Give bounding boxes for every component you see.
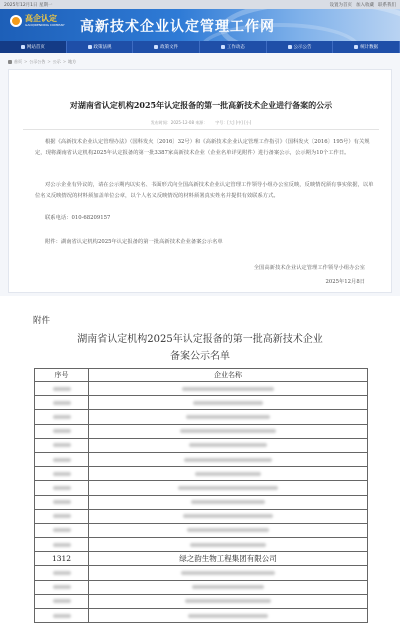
- redacted-bar: [191, 500, 265, 504]
- row-name-redacted: [89, 452, 368, 466]
- document-title-line-1: 湖南省认定机构2025年认定报备的第一批高新技术企业: [77, 334, 323, 345]
- nav-announcements[interactable]: 公示公告: [267, 41, 334, 53]
- redacted-bar: [186, 415, 270, 419]
- document-icon: [154, 45, 158, 49]
- date-text: 2025年12月1日 星期一: [4, 2, 53, 8]
- header-number: 序号: [35, 369, 89, 382]
- row-company-name: 绿之韵生物工程集团有限公司: [89, 552, 368, 566]
- row-number-redacted: [35, 382, 89, 396]
- row-name-redacted: [89, 495, 368, 509]
- table-row: [35, 424, 368, 438]
- table-row: [35, 594, 368, 608]
- breadcrumb-home[interactable]: 首页: [14, 58, 22, 64]
- attachment-document: [0, 296, 400, 636]
- logo-en-text: GAOQIRENDING COMPANY: [25, 23, 65, 27]
- table-row: [35, 495, 368, 509]
- row-name-redacted: [89, 467, 368, 481]
- article-paragraph-2: 对公示企业有异议的，请在公示期内以实名、书面形式向全国高新技术企业认定管理工作领导小组办公室反映，反映情况须有事实依据，以单位名义反映情况的材料须加盖单位公章，以个人名义反映情况的材料须署真实姓名并提供有效联系方式。: [35, 182, 374, 199]
- policy-icon: [88, 45, 92, 49]
- nav-policy-files[interactable]: 政策文件: [133, 41, 200, 53]
- redacted-bar: [180, 429, 276, 433]
- row-number-redacted: [35, 396, 89, 410]
- redacted-bar: [195, 472, 261, 476]
- redacted-bar: [53, 514, 71, 518]
- redacted-bar: [53, 486, 71, 490]
- row-name-redacted: [89, 481, 368, 495]
- breadcrumb-announcements[interactable]: 公示公告: [29, 58, 46, 64]
- enterprise-table: [34, 368, 368, 623]
- article-meta: 发布时间：2025-12-08 来源： 字号：[大] [中] [小]: [150, 120, 252, 125]
- row-number-redacted: [35, 438, 89, 452]
- redacted-bar: [190, 543, 266, 547]
- table-row: [35, 609, 368, 623]
- redacted-bar: [181, 571, 275, 575]
- table-row: [35, 410, 368, 424]
- home-icon: [21, 45, 25, 49]
- redacted-bar: [53, 387, 71, 391]
- redacted-bar: [183, 514, 273, 518]
- home-icon: [8, 60, 12, 64]
- redacted-bar: [53, 599, 71, 603]
- redacted-bar: [53, 528, 71, 532]
- main-nav: [0, 41, 400, 53]
- breadcrumb-notice[interactable]: 公示: [52, 58, 61, 64]
- row-number-redacted: [35, 481, 89, 495]
- breadcrumb-local[interactable]: 地方: [68, 58, 77, 64]
- table-row: [35, 382, 368, 396]
- announcement-icon: [288, 45, 292, 49]
- redacted-bar: [53, 571, 71, 575]
- row-number-redacted: [35, 424, 89, 438]
- row-number-redacted: [35, 538, 89, 552]
- site-logo[interactable]: [10, 14, 65, 27]
- signature-date: 2025年12月8日: [325, 279, 365, 285]
- website-screenshot: [0, 0, 400, 296]
- divider: [23, 129, 379, 130]
- redacted-bar: [53, 458, 71, 462]
- redacted-bar: [184, 458, 272, 462]
- contact-us-link[interactable]: 联系我们: [378, 2, 396, 8]
- set-homepage-link[interactable]: 设置为首页: [329, 2, 352, 8]
- table-row: [35, 523, 368, 537]
- table-header-row: [35, 369, 368, 382]
- document-title-line-2: 备案公示名单: [170, 351, 230, 362]
- redacted-bar: [53, 500, 71, 504]
- row-number: 1312: [35, 552, 89, 566]
- article-card: [8, 69, 392, 293]
- top-bar: [0, 0, 400, 9]
- nav-statistics[interactable]: 统计数据: [333, 41, 400, 53]
- redacted-bar: [53, 429, 71, 433]
- redacted-bar: [53, 472, 71, 476]
- redacted-bar: [53, 543, 71, 547]
- row-name-redacted: [89, 609, 368, 623]
- row-number-redacted: [35, 594, 89, 608]
- row-name-redacted: [89, 594, 368, 608]
- row-number-redacted: [35, 609, 89, 623]
- table-row: [35, 509, 368, 523]
- redacted-bar: [192, 585, 264, 589]
- row-name-redacted: [89, 410, 368, 424]
- row-number-redacted: [35, 495, 89, 509]
- row-number-redacted: [35, 452, 89, 466]
- table-row-highlight: [35, 552, 368, 566]
- contact-phone: 联系电话：010-68209157: [45, 215, 111, 221]
- redacted-bar: [53, 614, 71, 618]
- redacted-bar: [53, 443, 71, 447]
- row-name-redacted: [89, 580, 368, 594]
- redacted-bar: [187, 528, 269, 532]
- table-row: [35, 580, 368, 594]
- redacted-bar: [185, 599, 271, 603]
- row-name-redacted: [89, 424, 368, 438]
- table-row: [35, 481, 368, 495]
- top-links: [330, 2, 397, 8]
- redacted-bar: [182, 387, 274, 391]
- row-name-redacted: [89, 523, 368, 537]
- redacted-bar: [53, 415, 71, 419]
- table-row: [35, 438, 368, 452]
- header-company-name: 企业名称: [89, 369, 368, 382]
- row-name-redacted: [89, 382, 368, 396]
- nav-home[interactable]: 网站首页: [0, 41, 67, 53]
- row-number-redacted: [35, 523, 89, 537]
- site-banner: [0, 9, 400, 41]
- table-row: [35, 396, 368, 410]
- table-row: [35, 566, 368, 580]
- row-name-redacted: [89, 509, 368, 523]
- redacted-bar: [53, 585, 71, 589]
- redacted-bar: [193, 401, 263, 405]
- row-name-redacted: [89, 438, 368, 452]
- row-name-redacted: [89, 566, 368, 580]
- redacted-bar: [178, 486, 278, 490]
- logo-icon: [10, 15, 22, 27]
- nav-policy-laws[interactable]: 政策法规: [67, 41, 134, 53]
- table-row: [35, 538, 368, 552]
- article-paragraph-1: 根据《高新技术企业认定管理办法》（国科发火〔2016〕32号）和《高新技术企业认定管理工作指引》（国科发火〔2016〕195号）有关规定，现将湖南省认定机构2025年认定报备的第一批3387家高新技术企业（企业名单详见附件）进行备案公示，公示期为10个工作日。: [35, 139, 370, 156]
- news-icon: [221, 45, 225, 49]
- nav-work-news[interactable]: 工作动态: [200, 41, 267, 53]
- signature-org: 全国高新技术企业认定管理工作领导小组办公室: [253, 265, 365, 271]
- chart-icon: [354, 45, 358, 49]
- redacted-bar: [189, 443, 267, 447]
- attachment-link[interactable]: 附件：湖南省认定机构2025年认定报备的第一批高新技术企业备案公示名单: [45, 239, 223, 245]
- logo-cn-text: 高企认定: [25, 14, 57, 23]
- redacted-bar: [53, 401, 71, 405]
- row-name-redacted: [89, 396, 368, 410]
- add-favorite-link[interactable]: 加入收藏: [356, 2, 374, 8]
- site-title: 高新技术企业认定管理工作网: [80, 19, 275, 35]
- redacted-bar: [188, 614, 268, 618]
- article-title: 对湖南省认定机构2025年认定报备的第一批高新技术企业进行备案的公示: [69, 100, 333, 110]
- row-number-redacted: [35, 467, 89, 481]
- row-number-redacted: [35, 566, 89, 580]
- table-row: [35, 452, 368, 466]
- row-number-redacted: [35, 509, 89, 523]
- attachment-label: 附件: [33, 316, 51, 326]
- row-number-redacted: [35, 410, 89, 424]
- row-name-redacted: [89, 538, 368, 552]
- row-number-redacted: [35, 580, 89, 594]
- table-row: [35, 467, 368, 481]
- breadcrumb: 首页 > 公示公告 > 公示 > 地方: [8, 58, 392, 65]
